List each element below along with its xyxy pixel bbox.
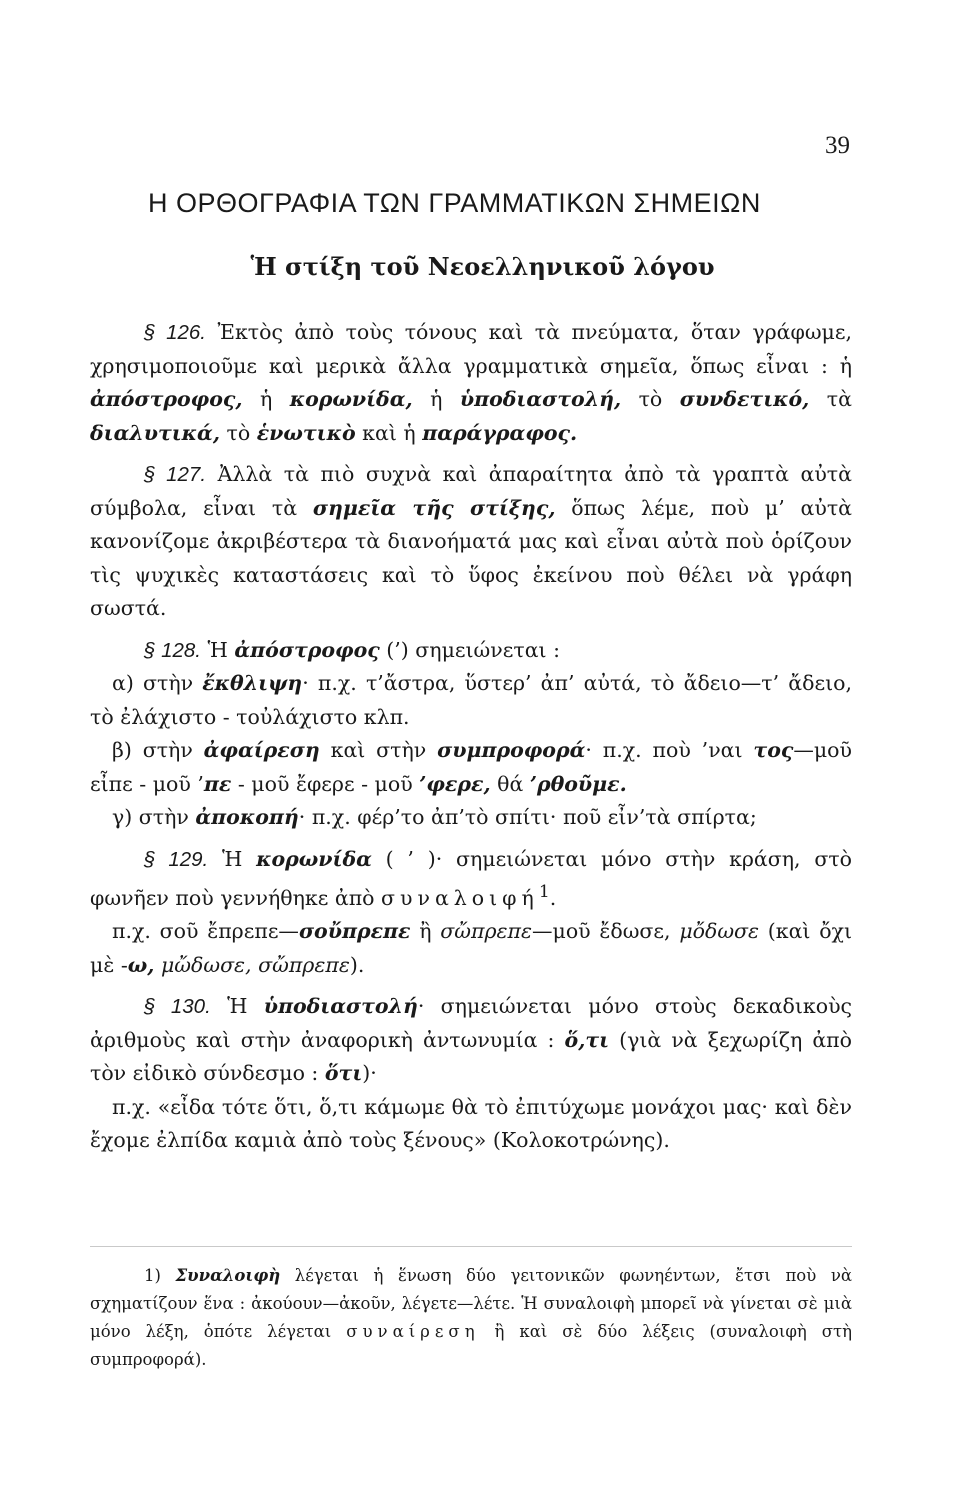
term: κορωνίδα — [256, 846, 372, 871]
text: · π.χ. φέρ’το ἀπ’τὸ σπίτι· ποῦ εἶν’τὰ σπίρτα; — [298, 805, 757, 829]
footnote-divider — [90, 1246, 852, 1247]
page-number: 39 — [825, 132, 850, 159]
text: Ἡ — [208, 846, 257, 871]
term: σὤπρεπε — [258, 952, 350, 977]
footnote-number: 1) — [144, 1266, 176, 1285]
term: παράγραφος. — [422, 420, 578, 445]
text: · σημειώνεται μόνο στοὺς δεκαδικοὺς ἀριθμοὺς καὶ στὴν ἀναφορικὴ ἀντωνυμία : — [90, 994, 853, 1052]
text: ὅπως λέμε, ποὺ μ’ αὐτὰ κανονίζομε ἀκριβέστερα τὰ διανοήματά μας καὶ εἶναι αὐτὰ ποὺ ὁρίζουν τὶς ψυχικὲς καταστάσεις καὶ τὸ ὕφος ἐκείνου ποὺ θέλει νὰ γράφη σωστά. — [90, 495, 853, 620]
term: ἀπόστροφος — [234, 637, 380, 662]
term: σὤπρεπε — [440, 919, 533, 944]
term: ω, — [127, 952, 155, 977]
text: Ἡ — [201, 637, 235, 662]
page-header: Η ΟΡΘΟΓΡΑΦΙΑ ΤΩΝ ΓΡΑΜΜΑΤΙΚΩΝ ΣΗΜΕΙΩΝ — [148, 188, 761, 218]
text: π.χ. σοῦ ἔπρεπε— — [112, 919, 299, 944]
section-subtitle: Ἡ στίξη τοῦ Νεοελληνικοῦ λόγου — [250, 252, 715, 281]
footnote-1 — [90, 1262, 852, 1374]
term: ’φερε, — [419, 771, 491, 796]
example-130: π.χ. «εἶδα τότε ὅτι, ὅ,τι κάμωμε θὰ τὸ ἐπιτύχωμε μονάχοι μας· καὶ δὲν ἔχομε ἐλπίδα καμιὰ ἀπὸ τοὺς ξένους» (Κολοκοτρώνης). — [90, 1094, 852, 1153]
text: (γιὰ νὰ ξεχωρίζη ἀπὸ τὸν εἰδικὸ σύνδεσμο : — [90, 1027, 852, 1086]
text: Ἐκτὸς ἀπὸ τοὺς τόνους καὶ τὰ πνεύματα, ὅταν γράφωμε, χρησιμοποιοῦμε καὶ μερικὰ ἄλλα γραμματικὰ σημεῖα, ὅπως εἶναι : ἡ — [90, 320, 853, 378]
paragraph-129 — [90, 843, 852, 916]
text: —μοῦ ἔδωσε, — [532, 919, 680, 944]
term: ἑνωτικὸ — [256, 420, 356, 445]
text: )· — [362, 1061, 377, 1086]
term: μὤδωσε, — [160, 952, 252, 977]
body-text — [90, 316, 852, 1158]
paragraph-128 — [90, 634, 852, 668]
term: ἀπόστροφος, — [90, 387, 243, 411]
example-129 — [90, 915, 852, 982]
term: ἔκθλιψη — [202, 671, 303, 695]
text: · π.χ. τ’ἄστρα, ὕστερ’ ἀπ’ αὐτά, τὸ ἄδειο—τ’ ἄδειο, τὸ ἐλάχιστο - τοὐλάχιστο κλπ. — [90, 671, 853, 729]
text: · π.χ. ποὺ ’ναι — [585, 738, 754, 762]
term: ὑποδιαστολή — [263, 994, 418, 1019]
term: ἀποκοπή — [195, 805, 299, 829]
text: . — [549, 885, 557, 910]
footnote-ref: 1 — [538, 882, 550, 902]
text: τὰ — [809, 387, 852, 411]
term: διαλυτικά, — [90, 420, 220, 445]
text: ( ’ )· σημειώνεται μόνο στὴν κράση, στὸ φωνῆεν ποὺ γεννήθηκε ἀπὸ — [90, 846, 852, 910]
text: ἢ — [410, 919, 441, 944]
section-number: § 130. — [144, 995, 211, 1019]
term: ὅτι — [324, 1061, 363, 1086]
text: —μοῦ εἶπε - μοῦ ’ — [90, 738, 852, 796]
term: κορωνίδα, — [289, 387, 413, 411]
text: ἡ — [412, 387, 460, 411]
paragraph-127 — [90, 458, 852, 626]
term: σοὔπρεπε — [298, 919, 411, 944]
section-number: § 129. — [144, 847, 209, 871]
section-number: § 126. — [144, 321, 206, 344]
text: (καὶ ὄχι μὲ - — [90, 919, 852, 977]
term: συμπροφορά — [437, 738, 586, 762]
term: τος — [753, 738, 794, 762]
spaced-term: συναλοιφή — [381, 885, 539, 910]
text: καὶ στὴν — [319, 738, 438, 762]
text: β) στὴν — [112, 738, 204, 762]
term: Συναλοιφὴ — [175, 1266, 281, 1285]
term: ’ρθοῦμε. — [529, 771, 627, 796]
text: ἢ καὶ σὲ δύο λέξεις (συναλοιφὴ στὴ συμπροφορά). — [90, 1322, 852, 1369]
text: τὸ — [219, 420, 257, 445]
text: - μοῦ ἔφερε - μοῦ — [231, 771, 420, 796]
paragraph-126 — [90, 316, 852, 450]
item-128a — [90, 667, 852, 734]
term: συνδετικό, — [679, 387, 810, 411]
text: γ) στὴν — [112, 805, 196, 829]
paragraph-130 — [90, 990, 852, 1091]
text: (’) σημειώνεται : — [379, 637, 560, 662]
text: Ἡ — [210, 994, 264, 1019]
text: θά — [490, 771, 530, 796]
footnote — [90, 1262, 852, 1374]
text: λέγεται ἡ ἕνωση δύο γειτονικῶν φωνηέντων, ἔτσι ποὺ νὰ σχηματίζουν ἕνα : ἀκούουν—ἀκοῦν, λέγετε—λέτε. Ἡ συναλοιφὴ μπορεῖ νὰ γίνεται σὲ μιὰ μόνο λέξη, ὁπότε λέγεται — [90, 1266, 852, 1341]
term: σημεῖα τῆς στίξης, — [312, 495, 556, 520]
term: ὅ,τι — [564, 1027, 610, 1052]
text: τὸ — [621, 387, 680, 411]
term: πε — [203, 771, 232, 796]
item-128b — [90, 734, 852, 801]
text: Ἀλλὰ τὰ πιὸ συχνὰ καὶ ἀπαραίτητα ἀπὸ τὰ γραπτὰ αὐτὰ σύμβολα, εἶναι τὰ — [90, 462, 852, 520]
term: ὑποδιαστολή, — [459, 387, 622, 411]
section-number: § 128. — [144, 638, 201, 662]
text: ἡ — [242, 387, 290, 411]
term: μὄδωσε — [679, 919, 760, 944]
term: ἀφαίρεση — [203, 738, 320, 762]
text: ). — [349, 952, 365, 977]
spaced-term: συναίρεση — [346, 1322, 480, 1341]
text: α) στὴν — [112, 671, 203, 695]
text: καὶ ἡ — [355, 420, 423, 445]
item-128c — [90, 801, 852, 835]
section-number: § 127. — [144, 463, 207, 486]
